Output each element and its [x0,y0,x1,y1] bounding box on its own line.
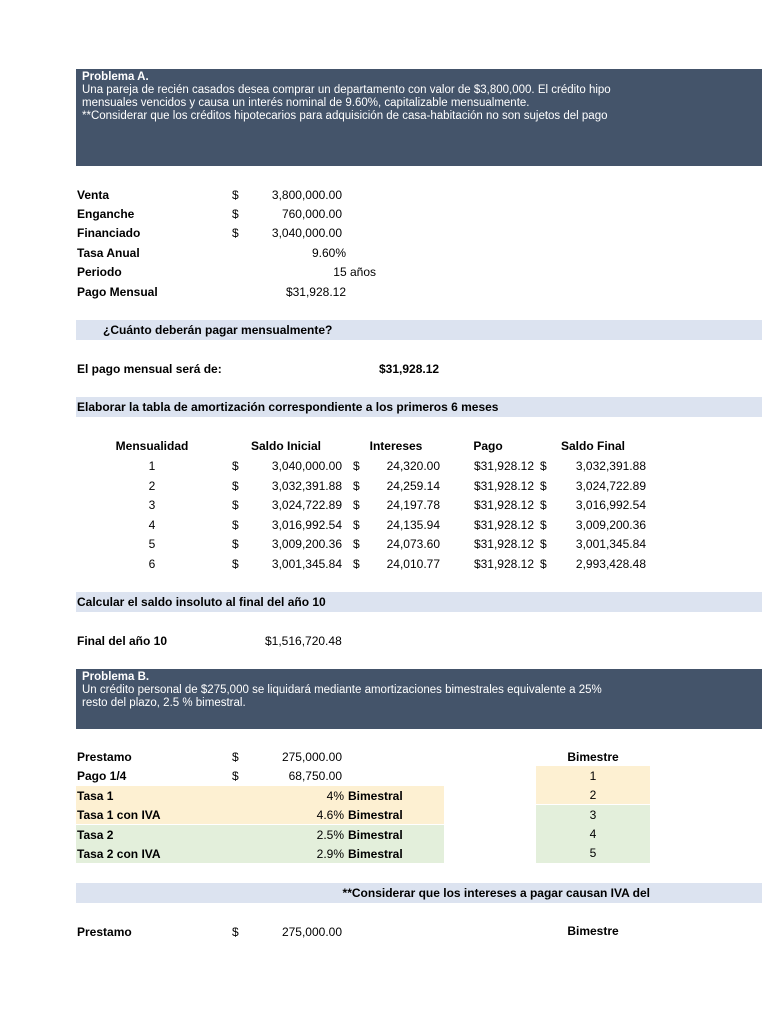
td-currency-saldo-final: $ [540,537,547,551]
td-currency-saldo-inicial: $ [232,459,239,473]
td-currency-saldo-inicial: $ [232,556,239,571]
td-mensualidad: 4 [148,517,156,532]
label-tasa-anual: Tasa Anual [77,246,140,260]
value-enganche: 760,000.00 [281,207,342,221]
question-1-text: ¿Cuánto deberán pagar mensualmente? [103,323,333,337]
bottom-bimestre-header: Bimestre [567,924,619,938]
td-intereses: 24,320.00 [386,459,440,473]
td-mensualidad: 3 [148,498,156,512]
td-saldo-inicial: 3,001,345.84 [271,556,342,571]
answer-3-value: $1,516,720.48 [265,634,342,648]
td-currency-saldo-final: $ [540,478,547,493]
td-pago: $31,928.12 [473,537,534,551]
b-label-tasa-1: Tasa 1 [77,789,114,803]
currency-enganche: $ [232,207,239,221]
td-pago: $31,928.12 [473,498,534,512]
b-currency-prestamo: $ [232,750,239,764]
problem-a-line-2: mensuales vencidos y causa un interés nominal de 9.60%, capitalizable mensualmente. [82,97,530,109]
value-periodo: 15 años [333,265,376,279]
td-intereses: 24,010.77 [386,556,440,571]
td-saldo-final: 3,016,992.54 [575,498,646,512]
td-currency-intereses: $ [353,498,360,512]
currency-financiado: $ [232,226,239,240]
value-venta: 3,800,000.00 [271,188,342,202]
td-currency-intereses: $ [353,459,360,473]
td-pago: $31,928.12 [473,517,534,532]
td-currency-intereses: $ [353,556,360,571]
value-pago-mensual: $31,928.12 [285,285,346,299]
question-2-band [76,397,762,417]
b-value-prestamo: 275,000.00 [281,750,342,764]
td-saldo-final: 3,001,345.84 [575,537,646,551]
b-value-tasa-1-iva: 4.6% [316,808,344,822]
td-saldo-final: 3,032,391.88 [575,459,646,473]
problem-b-banner [76,669,762,729]
label-financiado: Financiado [77,226,141,240]
td-mensualidad: 5 [148,537,156,551]
td-currency-saldo-final: $ [540,498,547,512]
problem-b-line-1: Un crédito personal de $275,000 se liquidará mediante amortizaciones bimestrales equivalente a 25% [82,684,602,696]
label-enganche: Enganche [77,207,135,221]
th-saldo-inicial: Saldo Inicial [250,439,322,453]
answer-1-value: $31,928.12 [379,362,440,376]
td-currency-intereses: $ [353,537,360,551]
td-intereses: 24,197.78 [386,498,440,512]
label-pago-mensual: Pago Mensual [77,285,158,299]
b-value-tasa-1: 4% [326,789,344,803]
bottom-currency-prestamo: $ [232,925,239,939]
b-unit-tasa-1: Bimestral [348,789,403,803]
problem-a-title: Problema A. [82,71,149,83]
th-pago: Pago [473,439,503,453]
question-1-band [76,320,762,340]
td-saldo-inicial: 3,009,200.36 [271,537,342,551]
b-label-tasa-1-iva: Tasa 1 con IVA [77,808,161,822]
bimestre-2: 2 [589,788,597,802]
td-pago: $31,928.12 [473,556,534,571]
label-periodo: Periodo [77,265,122,279]
b-currency-pago-cuarto: $ [232,769,239,783]
td-currency-saldo-final: $ [540,556,547,571]
td-mensualidad: 6 [148,556,156,571]
td-saldo-inicial: 3,024,722.89 [271,498,342,512]
b-unit-tasa-1-iva: Bimestral [348,808,403,822]
answer-1-label: El pago mensual será de: [77,362,222,376]
label-venta: Venta [77,188,110,202]
td-pago: $31,928.12 [473,478,534,493]
question-2-text: Elaborar la tabla de amortización correspondiente a los primeros 6 meses [77,400,499,414]
td-currency-saldo-final: $ [540,517,547,532]
bimestre-header: Bimestre [567,750,619,764]
td-saldo-final: 2,993,428.48 [575,556,646,571]
bimestre-1: 1 [589,769,597,783]
td-currency-intereses: $ [353,517,360,532]
td-intereses: 24,073.60 [386,537,440,551]
problem-a-banner [76,69,762,166]
b-label-tasa-2: Tasa 2 [77,828,114,842]
problem-a-line-1: Una pareja de recién casados desea comprar un departamento con valor de $3,800,000. El crédito hipo [82,84,611,96]
td-saldo-final: 3,024,722.89 [575,478,646,493]
iva-note-band [76,883,762,903]
question-3-text: Calcular el saldo insoluto al final del año 10 [77,595,326,609]
iva-note-text: **Considerar que los intereses a pagar causan IVA del [342,886,650,900]
bottom-value-prestamo: 275,000.00 [281,925,342,939]
td-currency-saldo-inicial: $ [232,517,239,532]
problem-b-title: Problema B. [82,671,150,683]
currency-venta: $ [232,188,239,202]
b-value-tasa-2-iva: 2.9% [316,847,344,861]
bottom-label-prestamo: Prestamo [77,925,132,939]
answer-3-label: Final del año 10 [77,634,168,648]
td-pago: $31,928.12 [473,459,534,473]
b-unit-tasa-2: Bimestral [348,828,403,842]
b-label-tasa-2-iva: Tasa 2 con IVA [77,847,161,861]
td-mensualidad: 1 [148,459,156,473]
td-currency-saldo-inicial: $ [232,478,239,493]
bimestre-5: 5 [589,846,597,860]
td-saldo-inicial: 3,016,992.54 [271,517,342,532]
b-value-pago-cuarto: 68,750.00 [288,769,342,783]
td-saldo-inicial: 3,040,000.00 [271,459,342,473]
problem-a-line-3: **Considerar que los créditos hipotecarios para adquisición de casa-habitación no son sujetos del pago [82,110,608,122]
td-mensualidad: 2 [148,478,156,493]
value-financiado: 3,040,000.00 [271,226,342,240]
bimestre-4: 4 [589,827,597,841]
value-tasa-anual: 9.60% [311,246,346,260]
td-intereses: 24,259.14 [386,478,440,493]
b-value-tasa-2: 2.5% [316,828,344,842]
td-currency-saldo-final: $ [540,459,547,473]
td-intereses: 24,135.94 [386,517,440,532]
th-mensualidad: Mensualidad [115,439,189,453]
td-saldo-final: 3,009,200.36 [575,517,646,532]
b-label-pago-cuarto: Pago 1/4 [77,769,127,783]
td-currency-saldo-inicial: $ [232,537,239,551]
th-saldo-final: Saldo Final [560,439,625,453]
b-unit-tasa-2-iva: Bimestral [348,847,403,861]
b-label-prestamo: Prestamo [77,750,132,764]
td-saldo-inicial: 3,032,391.88 [271,478,342,493]
td-currency-intereses: $ [353,478,360,493]
td-currency-saldo-inicial: $ [232,498,239,512]
question-3-band [76,592,762,612]
problem-b-line-2: resto del plazo, 2.5 % bimestral. [82,697,246,709]
th-intereses: Intereses [369,439,423,453]
bimestre-3: 3 [589,808,597,822]
